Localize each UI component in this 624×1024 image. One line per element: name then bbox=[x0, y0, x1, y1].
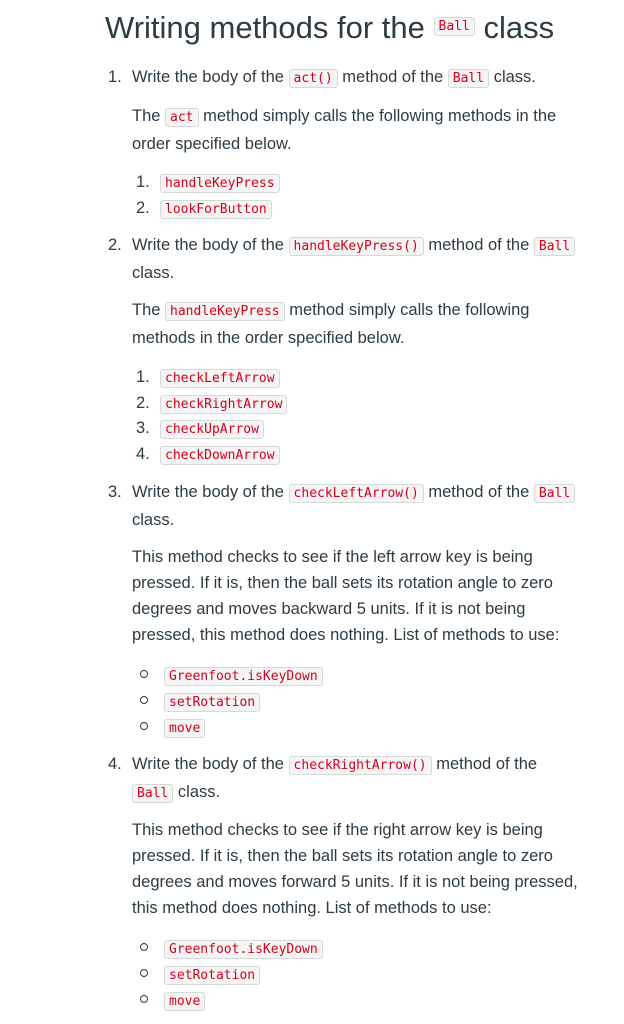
item-3-text-a: Write the body of the bbox=[132, 483, 284, 501]
item-4-heading bbox=[108, 751, 537, 807]
item-4-code-right: checkRightArrow() bbox=[289, 756, 432, 775]
bullet-circle-icon bbox=[140, 969, 148, 977]
item-1-number: 1. bbox=[108, 68, 122, 86]
item-2-desc-line2: methods in the order specified below. bbox=[132, 329, 405, 347]
item-3-desc-line2: pressed. If it is, then the ball sets its rotation angle to zero bbox=[132, 574, 553, 592]
item-1-code-act: act() bbox=[289, 69, 338, 88]
sub-code: handleKeyPress bbox=[160, 174, 280, 193]
item-2-sub-2 bbox=[136, 390, 287, 418]
bullet-code: setRotation bbox=[164, 693, 260, 712]
item-4-text-b: method of the bbox=[436, 755, 538, 773]
item-3-line2: class. bbox=[132, 511, 175, 529]
sub-code: checkUpArrow bbox=[160, 420, 264, 439]
item-4-desc bbox=[132, 817, 578, 921]
item-3-number: 3. bbox=[108, 483, 122, 501]
bullet-circle-icon bbox=[140, 696, 148, 704]
sub-number: 2. bbox=[136, 394, 150, 412]
sub-code: lookForButton bbox=[160, 200, 272, 219]
item-4-desc-line3: degrees and moves forward 5 units. If it is not being pressed, bbox=[132, 873, 578, 891]
item-3-desc bbox=[132, 544, 559, 648]
bullet-code: Greenfoot.isKeyDown bbox=[164, 940, 323, 959]
sub-code: checkRightArrow bbox=[160, 395, 287, 414]
item-1-text-c: class. bbox=[493, 68, 536, 86]
item-4-bullet-1 bbox=[140, 935, 323, 963]
bullet-code: move bbox=[164, 992, 205, 1011]
item-1-desc-code: act bbox=[165, 108, 198, 127]
item-3-code-ball: Ball bbox=[534, 484, 575, 503]
bullet-code: setRotation bbox=[164, 966, 260, 985]
bullet-circle-icon bbox=[140, 995, 148, 1003]
item-2-desc-b: method simply calls the following bbox=[289, 301, 530, 319]
sub-number: 2. bbox=[136, 199, 150, 217]
item-1-desc-a: The bbox=[132, 107, 161, 125]
item-4-text-a: Write the body of the bbox=[132, 755, 284, 773]
item-1-sub-1 bbox=[136, 169, 280, 197]
item-1-desc-b: method simply calls the following methods in the bbox=[203, 107, 557, 125]
item-4-code-ball: Ball bbox=[132, 784, 173, 803]
bullet-circle-icon bbox=[140, 943, 148, 951]
sub-code: checkLeftArrow bbox=[160, 369, 280, 388]
item-2-sub-4 bbox=[136, 441, 280, 469]
item-4-desc-line1: This method checks to see if the right arrow key is being bbox=[132, 821, 543, 839]
item-2-heading bbox=[108, 232, 575, 286]
item-3-bullet-2 bbox=[140, 688, 260, 716]
item-2-code-handle: handleKeyPress() bbox=[289, 237, 424, 256]
sub-number: 3. bbox=[136, 419, 150, 437]
item-1-desc bbox=[132, 103, 556, 157]
item-3-desc-line3: degrees and moves backward 5 units. If it is not being bbox=[132, 600, 526, 618]
item-2-sub-1 bbox=[136, 364, 280, 392]
title-suffix: class bbox=[483, 10, 555, 45]
item-3-desc-line1: This method checks to see if the left arrow key is being bbox=[132, 548, 533, 566]
item-2-sub-3 bbox=[136, 415, 264, 443]
bullet-code: Greenfoot.isKeyDown bbox=[164, 667, 323, 686]
item-2-desc-a: The bbox=[132, 301, 161, 319]
item-4-number: 4. bbox=[108, 755, 122, 773]
item-1-sub-2 bbox=[136, 195, 272, 223]
bullet-code: move bbox=[164, 719, 205, 738]
item-1-desc-line2: order specified below. bbox=[132, 135, 292, 153]
item-3-code-left: checkLeftArrow() bbox=[289, 484, 424, 503]
item-3-text-b: method of the bbox=[428, 483, 530, 501]
item-2-number: 2. bbox=[108, 236, 122, 254]
item-1-code-ball: Ball bbox=[448, 69, 489, 88]
page-title bbox=[105, 10, 554, 46]
bullet-circle-icon bbox=[140, 722, 148, 730]
item-2-line2: class. bbox=[132, 264, 175, 282]
item-4-bullet-3 bbox=[140, 987, 205, 1015]
sub-number: 4. bbox=[136, 445, 150, 463]
sub-code: checkDownArrow bbox=[160, 446, 280, 465]
item-2-code-ball: Ball bbox=[534, 237, 575, 256]
item-1-heading bbox=[108, 64, 536, 92]
item-3-bullet-3 bbox=[140, 714, 205, 742]
sub-number: 1. bbox=[136, 173, 150, 191]
item-2-desc bbox=[132, 297, 529, 351]
item-2-text-a: Write the body of the bbox=[132, 236, 284, 254]
item-3-desc-line4: pressed, this method does nothing. List of methods to use: bbox=[132, 626, 560, 644]
title-code: Ball bbox=[434, 17, 475, 36]
item-3-bullet-1 bbox=[140, 662, 323, 690]
item-2-text-b: method of the bbox=[428, 236, 530, 254]
item-4-desc-line2: pressed. If it is, then the ball sets its rotation angle to zero bbox=[132, 847, 553, 865]
item-4-line2: class. bbox=[177, 783, 221, 801]
title-prefix: Writing methods for the bbox=[105, 10, 425, 45]
item-1-text-b: method of the bbox=[342, 68, 444, 86]
sub-number: 1. bbox=[136, 368, 150, 386]
item-4-bullet-2 bbox=[140, 961, 260, 989]
item-2-desc-code: handleKeyPress bbox=[165, 302, 285, 321]
item-1-text-a: Write the body of the bbox=[132, 68, 284, 86]
bullet-circle-icon bbox=[140, 670, 148, 678]
item-3-heading bbox=[108, 479, 575, 533]
item-4-desc-line4: this method does nothing. List of methods to use: bbox=[132, 899, 492, 917]
